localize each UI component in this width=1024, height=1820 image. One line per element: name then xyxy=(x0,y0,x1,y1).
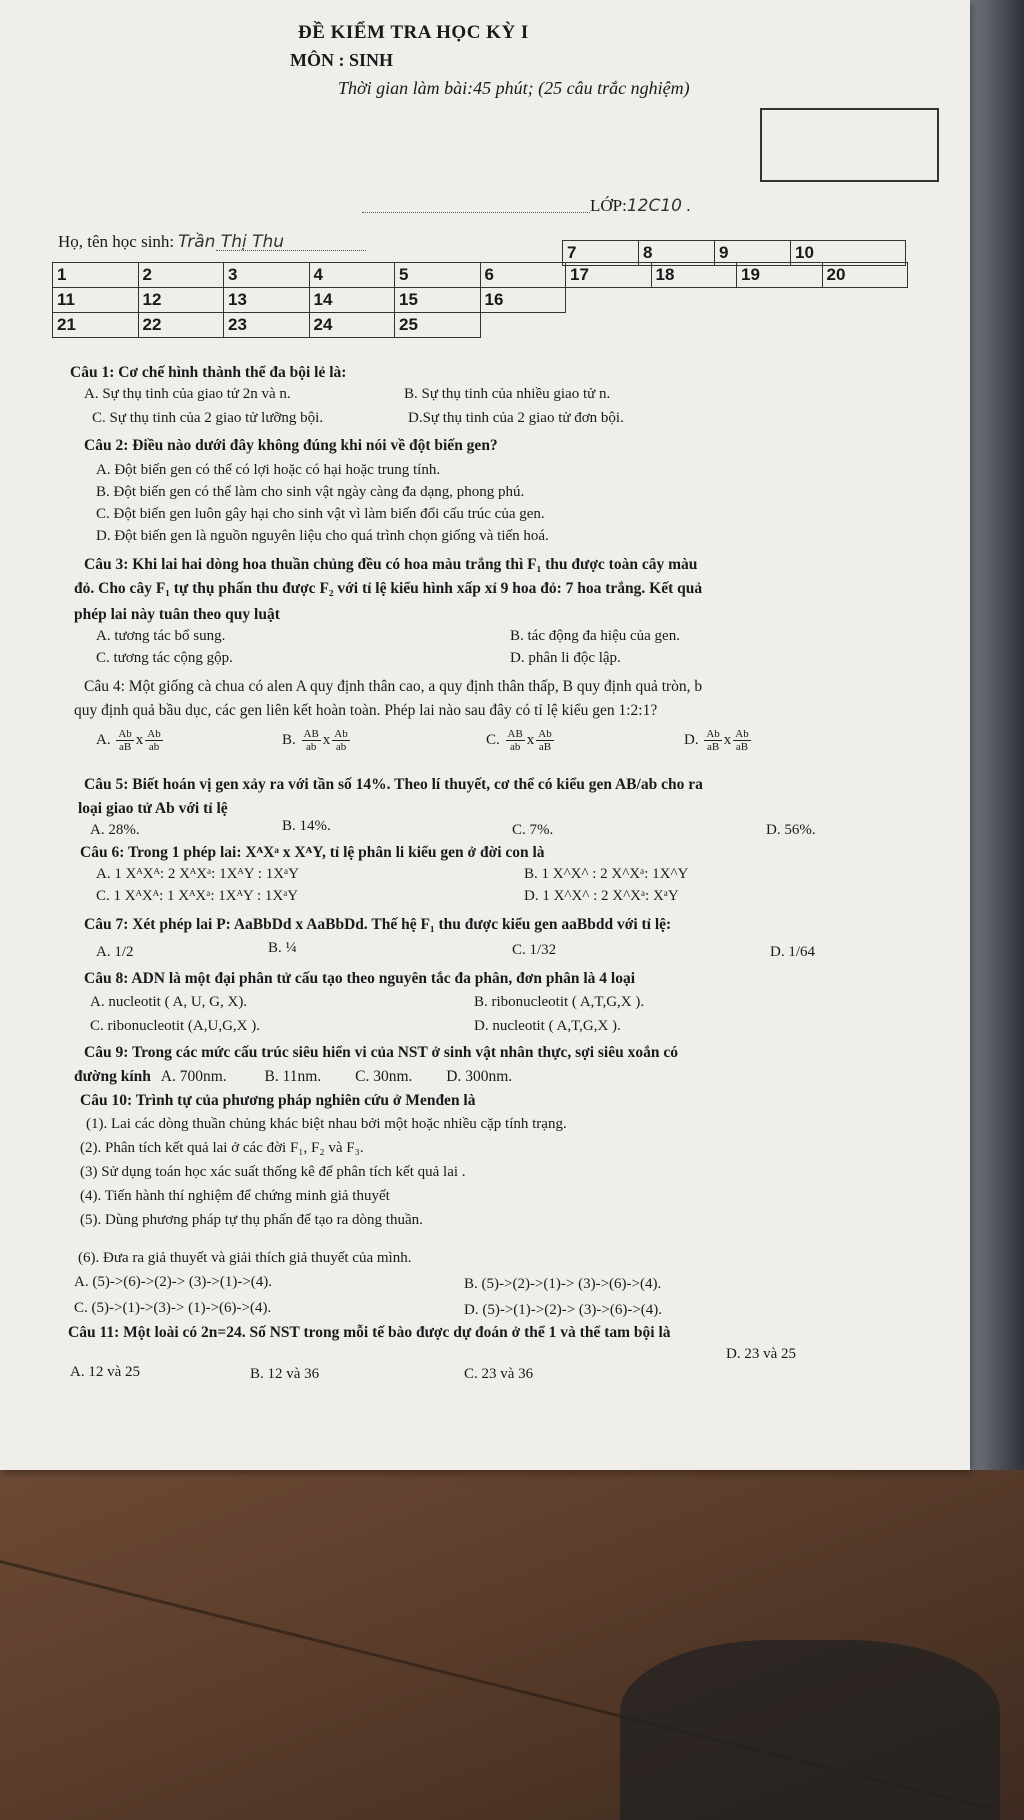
grid-cell-empty xyxy=(651,313,737,338)
times-sign: x xyxy=(135,731,144,748)
question-5-line-2: loại giao tử Ab với tỉ lệ xyxy=(78,800,228,817)
desk-shadow xyxy=(620,1640,1000,1820)
question-9-option-b: B. 11nm. xyxy=(264,1068,322,1085)
question-5-line-1: Câu 5: Biết hoán vị gen xảy ra với tần số 14%. Theo lí thuyết, cơ thể có kiểu gen AB/ab cho ra xyxy=(84,776,703,793)
fraction-bottom: aB xyxy=(118,741,132,753)
grid-cell: 4 xyxy=(309,263,395,288)
grid-cell: 11 xyxy=(53,288,139,313)
grid-cell-empty xyxy=(566,288,652,313)
grid-cell: 6 xyxy=(480,263,566,288)
question-8-option-d: D. nucleotit ( A,T,G,X ). xyxy=(474,1018,621,1034)
exam-subject: MÔN : SINH xyxy=(290,50,393,70)
question-8-option-b: B. ribonucleotit ( A,T,G,X ). xyxy=(474,994,645,1010)
genotype-fraction xyxy=(302,728,321,753)
fraction-top: Ab xyxy=(706,728,720,740)
question-11-option-c: C. 23 và 36 xyxy=(464,1366,534,1382)
times-sign: x xyxy=(322,731,331,748)
question-3-option-b: B. tác động đa hiệu của gen. xyxy=(510,628,680,644)
question-10-step-5: (5). Dùng phương pháp tự thụ phấn để tạo ra dòng thuần. xyxy=(80,1212,423,1228)
grid-cell: 7 xyxy=(563,241,639,266)
grid-cell-empty xyxy=(480,313,566,338)
question-1-title: Câu 1: Cơ chế hình thành thể đa bội lẻ là: xyxy=(70,364,347,381)
fraction-top: Ab xyxy=(735,728,749,740)
fraction-top: AB xyxy=(303,728,319,740)
question-7-option-c: C. 1/32 xyxy=(512,942,557,958)
question-10-option-b: B. (5)->(2)->(1)-> (3)->(6)->(4). xyxy=(464,1276,662,1292)
grid-cell: 8 xyxy=(639,241,715,266)
question-2-option-d: D. Đột biến gen là nguồn nguyên liệu cho quá trình chọn giống và tiến hoá. xyxy=(96,528,549,544)
grid-cell: 10 xyxy=(791,241,906,266)
genotype-fraction xyxy=(332,728,349,753)
question-3-option-c: C. tương tác cộng gộp. xyxy=(96,650,233,666)
grid-cell: 2 xyxy=(138,263,224,288)
grid-cell: 12 xyxy=(138,288,224,313)
question-10-option-a: A. (5)->(6)->(2)-> (3)->(1)->(4). xyxy=(74,1274,273,1290)
question-7-option-b: B. ¼ xyxy=(268,940,297,956)
grid-cell: 5 xyxy=(395,263,481,288)
grid-cell: 15 xyxy=(395,288,481,313)
question-4-line-1 xyxy=(84,678,702,696)
grid-cell: 16 xyxy=(480,288,566,313)
name-dotline xyxy=(216,250,366,251)
question-1-option-d: D.Sự thụ tinh của 2 giao tử đơn bội. xyxy=(408,410,624,426)
grid-cell: 24 xyxy=(309,313,395,338)
question-7-option-d: D. 1/64 xyxy=(770,944,815,960)
question-10-step-2: (2). Phân tích kết quả lai ở các đời F₁, F₂ và F₃. xyxy=(80,1140,364,1156)
fraction-bottom: ab xyxy=(305,741,317,753)
fraction-top: AB xyxy=(507,728,523,740)
genotype-fraction xyxy=(704,728,721,753)
fraction-bottom: ab xyxy=(509,741,521,753)
grid-cell: 13 xyxy=(224,288,310,313)
grid-cell: 14 xyxy=(309,288,395,313)
question-5-option-a: A. 28%. xyxy=(90,822,140,838)
exam-time: Thời gian làm bài:45 phút; (25 câu trắc nghiệm) xyxy=(338,78,690,98)
question-4-text-1: Câu 4: Một giống cà chua có alen A quy định thân cao, a quy định thân thấp, B quy định quả tròn, b xyxy=(84,678,703,695)
times-sign: x xyxy=(526,731,535,748)
fraction-bottom: aB xyxy=(735,741,749,753)
question-6-option-a: A. 1 XᴬXᴬ: 2 XᴬXᵃ: 1XᴬY : 1XᵃY xyxy=(96,866,299,882)
question-4-line-2 xyxy=(74,702,657,720)
grid-cell: 19 xyxy=(737,263,823,288)
question-9-option-c: C. 30nm. xyxy=(355,1068,413,1085)
question-8-option-c: C. ribonucleotit (A,U,G,X ). xyxy=(90,1018,260,1034)
score-box xyxy=(760,108,939,182)
fraction-top: Ab xyxy=(147,728,161,740)
grid-cell-empty xyxy=(822,313,908,338)
question-9-option-a: A. 700nm. xyxy=(160,1068,227,1085)
question-3-option-d: D. phân li độc lập. xyxy=(510,650,621,666)
question-10-step-1: (1). Lai các dòng thuần chủng khác biệt nhau bởi một hoặc nhiều cặp tính trạng. xyxy=(86,1116,567,1132)
class-dotline xyxy=(362,212,590,213)
question-11-title: Câu 11: Một loài có 2n=24. Số NST trong mỗi tế bào được dự đoán ở thể 1 và thể tam bội là xyxy=(68,1324,671,1341)
question-10-option-c: C. (5)->(1)->(3)-> (1)->(6)->(4). xyxy=(74,1300,272,1316)
grid-cell: 1 xyxy=(53,263,139,288)
question-10-step-3: (3) Sử dụng toán học xác suất thống kê để phân tích kết quả lai . xyxy=(80,1164,466,1180)
grid-cell-empty xyxy=(822,288,908,313)
grid-cell: 3 xyxy=(224,263,310,288)
fraction-bottom: aB xyxy=(538,741,552,753)
question-10-option-d: D. (5)->(1)->(2)-> (3)->(6)->(4). xyxy=(464,1302,663,1318)
question-5-option-d: D. 56%. xyxy=(766,822,816,838)
grid-cell: 21 xyxy=(53,313,139,338)
grid-cell: 23 xyxy=(224,313,310,338)
grid-cell-empty xyxy=(737,313,823,338)
question-3-line-1: Câu 3: Khi lai hai dòng hoa thuần chủng đều có hoa màu trắng thì F₁ thu được toàn cây màu xyxy=(84,556,698,573)
question-11-option-a: A. 12 và 25 xyxy=(70,1364,140,1380)
class-label: LỚP: xyxy=(590,196,627,215)
answer-grid xyxy=(52,262,908,338)
question-6-option-b: B. 1 X^X^ : 2 X^Xᵃ: 1X^Y xyxy=(524,866,689,882)
grid-cell: 25 xyxy=(395,313,481,338)
question-1-option-b: B. Sự thụ tinh của nhiều giao tử n. xyxy=(404,386,611,402)
question-9-option-d: D. 300nm. xyxy=(446,1068,513,1085)
genotype-fraction xyxy=(116,728,133,753)
question-5-option-b: B. 14%. xyxy=(282,818,331,834)
question-6-option-c: C. 1 XᴬXᴬ: 1 XᴬXᵃ: 1XᴬY : 1XᵃY xyxy=(96,888,299,904)
question-8-title: Câu 8: ADN là một đại phân tử cấu tạo theo nguyên tắc đa phân, đơn phân là 4 loại xyxy=(84,970,636,987)
question-4-option-d xyxy=(684,728,753,753)
question-9-line-1: Câu 9: Trong các mức cấu trúc siêu hiển vi của NST ở sinh vật nhân thực, sợi siêu xoắn có xyxy=(84,1044,678,1061)
grid-cell: 22 xyxy=(138,313,224,338)
question-3-line-2: đỏ. Cho cây F₁ tự thụ phấn thu được F₂ với tỉ lệ kiểu hình xấp xỉ 9 hoa đỏ: 7 hoa trắng. Kết quả xyxy=(74,580,703,597)
question-2-option-c: C. Đột biến gen luôn gây hại cho sinh vật vì làm biến đổi cấu trúc của gen. xyxy=(96,506,545,522)
question-7-option-a: A. 1/2 xyxy=(96,944,134,960)
question-3-line-3: phép lai này tuân theo quy luật xyxy=(74,606,280,623)
question-2-option-a: A. Đột biến gen có thể có lợi hoặc có hại hoặc trung tính. xyxy=(96,462,441,478)
option-letter: C. xyxy=(486,731,500,748)
option-letter: A. xyxy=(96,731,111,748)
question-10-title: Câu 10: Trình tự của phương pháp nghiên cứu ở Menđen là xyxy=(80,1092,476,1109)
question-2-title: Câu 2: Điều nào dưới đây không đúng khi nói về đột biến gen? xyxy=(84,437,498,454)
question-4-option-c xyxy=(486,728,556,753)
times-sign: x xyxy=(723,731,732,748)
class-handwritten: 12C10 xyxy=(626,196,682,216)
grid-cell: 9 xyxy=(715,241,791,266)
question-4-text-2: quy định quả bầu dục, các gen liên kết hoàn toàn. Phép lai nào sau đây có tỉ lệ kiểu gen 1:2:1? xyxy=(74,702,658,719)
grid-cell: 18 xyxy=(651,263,737,288)
question-4-option-a xyxy=(96,728,165,753)
class-field: LỚP:12C10 . xyxy=(590,196,691,216)
question-8-option-a: A. nucleotit ( A, U, G, X). xyxy=(90,994,248,1010)
grid-cell-empty xyxy=(651,288,737,313)
genotype-fraction xyxy=(506,728,525,753)
genotype-fraction xyxy=(145,728,162,753)
question-2-option-b: B. Đột biến gen có thể làm cho sinh vật ngày càng đa dạng, phong phú. xyxy=(96,484,525,500)
student-name-label: Họ, tên học sinh: xyxy=(58,232,175,251)
question-9-line-2 xyxy=(74,1068,512,1086)
question-10-step-6: (6). Đưa ra giả thuyết và giải thích giả thuyết của mình. xyxy=(78,1250,412,1266)
grid-cell-empty xyxy=(737,288,823,313)
grid-cell-empty xyxy=(566,313,652,338)
genotype-fraction xyxy=(536,728,553,753)
student-name-handwritten: Trần Thị Thu xyxy=(178,232,285,252)
grid-cell: 20 xyxy=(822,263,908,288)
question-1-option-a: A. Sự thụ tinh của giao tử 2n và n. xyxy=(84,386,291,402)
option-letter: B. xyxy=(282,731,296,748)
question-5-option-c: C. 7%. xyxy=(512,822,554,838)
fraction-top: Ab xyxy=(334,728,348,740)
question-9-lead: đường kính xyxy=(74,1068,151,1085)
question-6-title: Câu 6: Trong 1 phép lai: XᴬXᵃ x XᴬY, tỉ lệ phân li kiểu gen ở đời con là xyxy=(80,844,545,861)
question-4-option-b xyxy=(282,728,352,753)
question-3-option-a: A. tương tác bổ sung. xyxy=(96,628,226,644)
question-7-title: Câu 7: Xét phép lai P: AaBbDd x AaBbDd. Thế hệ F₁ thu được kiểu gen aaBbdd với tỉ lệ: xyxy=(84,916,672,933)
option-letter: D. xyxy=(684,731,699,748)
exam-title: ĐỀ KIỂM TRA HỌC KỲ I xyxy=(298,22,529,43)
question-11-option-b: B. 12 và 36 xyxy=(250,1366,320,1382)
fraction-top: Ab xyxy=(118,728,132,740)
fraction-bottom: aB xyxy=(706,741,720,753)
question-6-option-d: D. 1 X^X^ : 2 X^Xᵃ: XᵃY xyxy=(524,888,679,904)
fraction-bottom: ab xyxy=(148,741,160,753)
question-1-option-c: C. Sự thụ tinh của 2 giao tử lưỡng bội. xyxy=(92,410,324,426)
fraction-top: Ab xyxy=(538,728,552,740)
grid-cell: 17 xyxy=(566,263,652,288)
student-name-field xyxy=(58,232,284,252)
genotype-fraction xyxy=(733,728,750,753)
background-edge xyxy=(964,0,1024,1470)
question-11-option-d: D. 23 và 25 xyxy=(726,1346,796,1362)
question-10-step-4: (4). Tiến hành thí nghiệm để chứng minh giả thuyết xyxy=(80,1188,390,1204)
fraction-bottom: ab xyxy=(335,741,347,753)
